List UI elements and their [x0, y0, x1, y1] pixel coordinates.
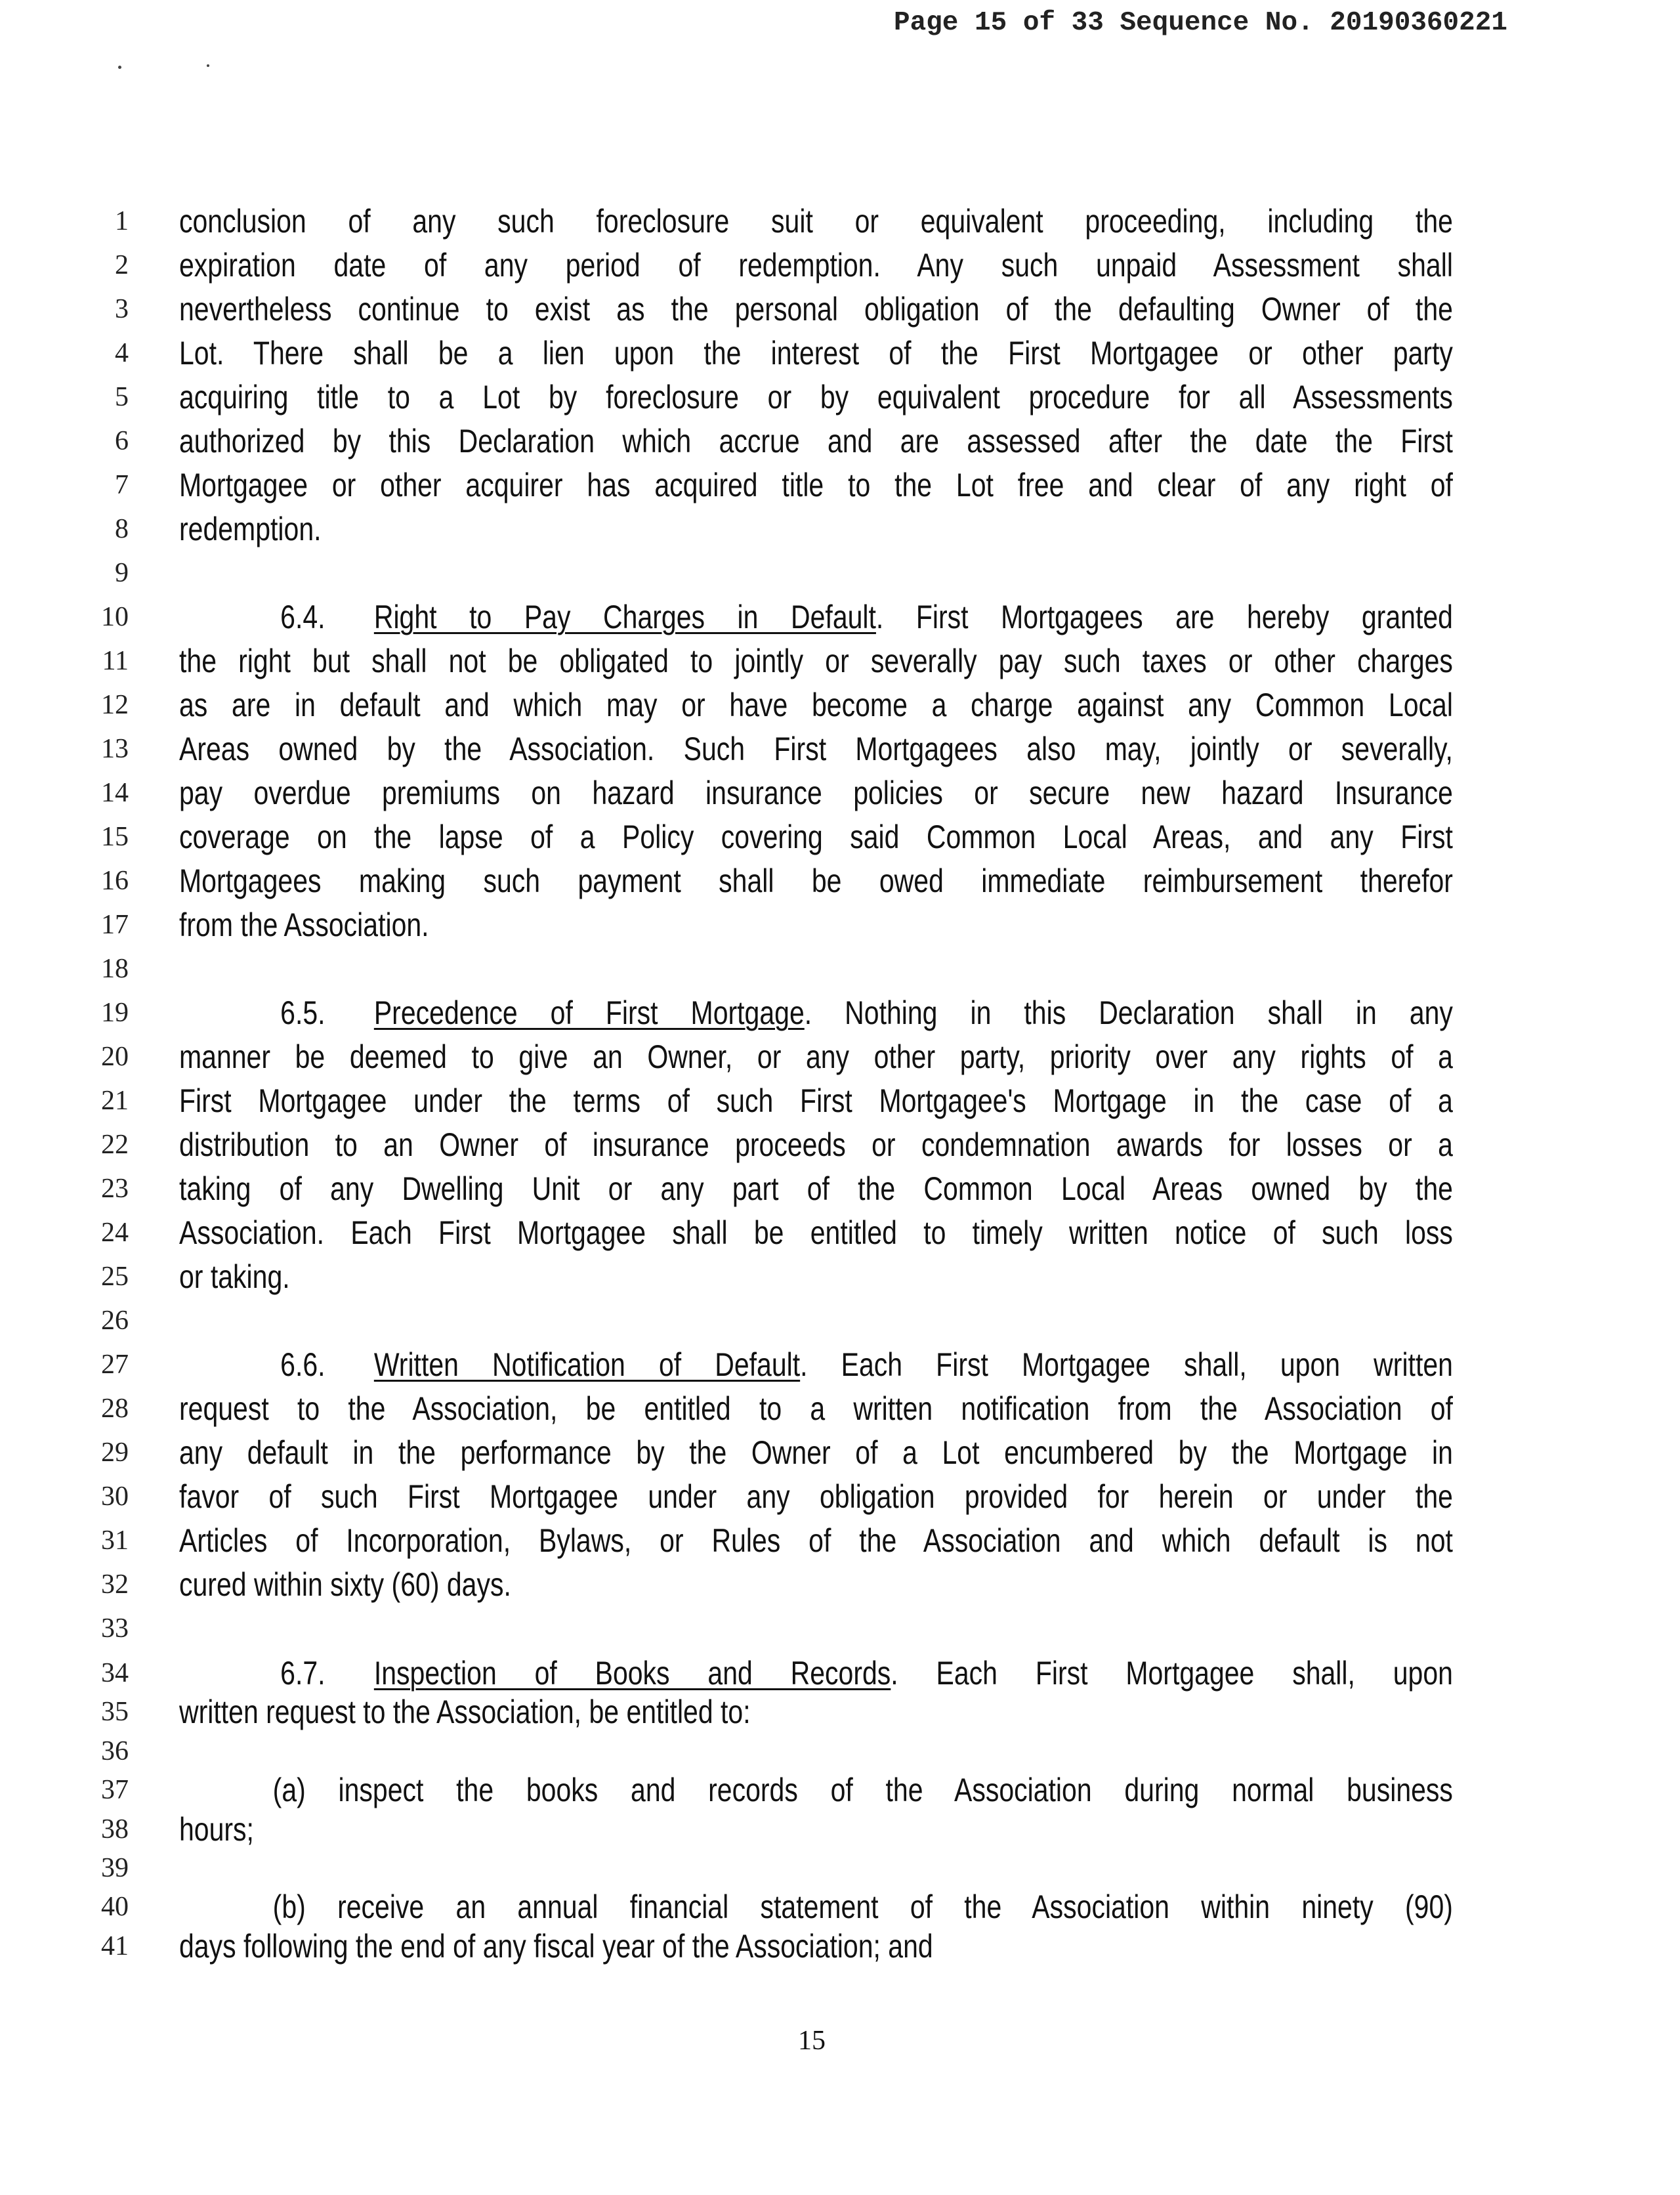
document-line	[0, 1301, 1680, 1340]
line-number: 29	[101, 1438, 129, 1468]
line-number: 28	[101, 1394, 129, 1424]
line-text: or taking.	[179, 1258, 290, 1295]
line-number: 9	[115, 558, 129, 588]
line-text: expiration date of any period of redemption. Any such unpaid Assessment shall	[179, 247, 1453, 284]
document-line	[0, 729, 1680, 769]
line-number: 34	[101, 1658, 129, 1688]
page-header-sequence: Page 15 of 33 Sequence No. 20190360221	[894, 8, 1507, 38]
section-title: Written Notification of Default	[373, 1346, 801, 1383]
line-text: Mortgagees making such payment shall be owed immediate reimbursement therefor	[179, 863, 1453, 899]
line-number: 25	[101, 1262, 129, 1292]
line-number: 20	[101, 1042, 129, 1072]
document-line	[0, 1345, 1680, 1384]
section-heading-line	[179, 1653, 1453, 1693]
document-line	[0, 685, 1680, 725]
line-text: from the Association.	[179, 906, 429, 943]
document-line	[0, 1810, 1680, 1849]
line-text: the right but shall not be obligated to jointly or severally pay such taxes or other charges	[179, 643, 1453, 679]
document-line	[0, 1653, 1680, 1693]
section-heading-line	[179, 597, 1453, 637]
document-line	[0, 773, 1680, 813]
document-line	[0, 1732, 1680, 1771]
line-number: 41	[101, 1930, 129, 1961]
line-text: hours;	[179, 1810, 254, 1848]
line-text: redemption.	[179, 511, 322, 547]
document-line	[0, 1848, 1680, 1888]
section-number: 6.4.	[280, 599, 326, 635]
document-line	[0, 641, 1680, 681]
line-number: 26	[101, 1306, 129, 1336]
document-line	[0, 333, 1680, 373]
document-line	[0, 993, 1680, 1033]
line-text: any default in the performance by the Owner of a Lot encumbered by the Mortgage in	[179, 1434, 1453, 1471]
line-number: 10	[101, 602, 129, 632]
line-text: favor of such First Mortgagee under any obligation provided for herein or under the	[179, 1478, 1453, 1515]
document-line	[0, 1521, 1680, 1560]
document-line	[0, 202, 1680, 241]
line-text: Mortgagee or other acquirer has acquired title to the Lot free and clear of any right of	[179, 467, 1453, 503]
document-line	[0, 905, 1680, 945]
line-text: nevertheless continue to exist as the personal obligation of the defaulting Owner of the	[179, 291, 1453, 328]
document-line	[0, 817, 1680, 857]
line-number: 22	[101, 1130, 129, 1160]
line-number: 13	[101, 734, 129, 764]
document-line	[0, 1169, 1680, 1208]
line-number: 12	[101, 690, 129, 720]
page-number: 15	[798, 2026, 826, 2056]
section-title: Right to Pay Charges in Default	[373, 599, 876, 635]
line-number: 8	[115, 514, 129, 544]
line-text: Lot. There shall be a lien upon the interest of the First Mortgagee or other party	[179, 335, 1453, 372]
line-number: 38	[101, 1814, 129, 1844]
line-text: Association. Each First Mortgagee shall be entitled to timely written notice of such loss	[179, 1214, 1453, 1251]
line-text: . Each First Mortgagee shall, upon written	[800, 1346, 1453, 1383]
line-text: . Each First Mortgagee shall, upon	[891, 1655, 1453, 1692]
document-line	[0, 597, 1680, 637]
document-line	[0, 377, 1680, 417]
line-number: 1	[115, 206, 129, 236]
line-number: 36	[101, 1736, 129, 1766]
line-number: 24	[101, 1218, 129, 1248]
line-text: cured within sixty (60) days.	[179, 1566, 511, 1603]
scan-speck	[207, 64, 209, 67]
line-number: 27	[101, 1350, 129, 1380]
section-title: Inspection of Books and Records	[373, 1655, 891, 1692]
line-number: 17	[101, 910, 129, 940]
line-number: 19	[101, 998, 129, 1028]
line-number: 35	[101, 1697, 129, 1728]
document-line	[0, 1609, 1680, 1648]
document-line	[0, 1887, 1680, 1927]
document-line	[0, 289, 1680, 329]
line-number: 21	[101, 1086, 129, 1116]
line-number: 5	[115, 382, 129, 412]
line-number: 39	[101, 1853, 129, 1883]
line-text: taking of any Dwelling Unit or any part of the Common Local Areas owned by the	[179, 1170, 1453, 1207]
document-line	[0, 465, 1680, 505]
document-line	[0, 245, 1680, 285]
line-text: pay overdue premiums on hazard insurance policies or secure new hazard Insurance	[179, 775, 1453, 811]
line-text: (b) receive an annual financial statement of the Association within ninety (90)	[272, 1888, 1453, 1926]
line-text: manner be deemed to give an Owner, or any other party, priority over any rights of a	[179, 1038, 1453, 1075]
line-text: . Nothing in this Declaration shall in any	[804, 994, 1453, 1031]
document-line	[0, 1692, 1680, 1732]
line-text: coverage on the lapse of a Policy covering said Common Local Areas, and any First	[179, 819, 1453, 855]
document-line	[0, 1770, 1680, 1810]
line-text: acquiring title to a Lot by foreclosure or by equivalent procedure for all Assessments	[179, 379, 1453, 416]
document-line	[0, 421, 1680, 461]
document-line	[0, 553, 1680, 593]
line-text: Articles of Incorporation, Bylaws, or Rules of the Association and which default is not	[179, 1522, 1453, 1559]
line-text: Areas owned by the Association. Such First Mortgagees also may, jointly or severally,	[179, 731, 1453, 767]
line-text: request to the Association, be entitled to a written notification from the Association of	[179, 1390, 1453, 1427]
line-text: written request to the Association, be entitled to:	[179, 1694, 751, 1731]
line-number: 7	[115, 470, 129, 500]
document-line	[0, 1389, 1680, 1428]
document-line	[0, 1125, 1680, 1164]
line-number: 2	[115, 250, 129, 280]
section-heading-line	[179, 1345, 1453, 1384]
line-number: 4	[115, 338, 129, 368]
line-number: 16	[101, 866, 129, 896]
document-line	[0, 1213, 1680, 1252]
document-line	[0, 509, 1680, 549]
line-text: (a) inspect the books and records of the Association during normal business	[272, 1772, 1453, 1809]
line-text: as are in default and which may or have become a charge against any Common Local	[179, 687, 1453, 723]
line-number: 6	[115, 426, 129, 456]
document-line	[0, 1081, 1680, 1120]
line-number: 18	[101, 954, 129, 984]
line-number: 37	[101, 1775, 129, 1806]
line-text: distribution to an Owner of insurance proceeds or condemnation awards for losses or a	[179, 1126, 1453, 1163]
document-line	[0, 1477, 1680, 1516]
document-line	[0, 1927, 1680, 1966]
document-line	[0, 1037, 1680, 1076]
line-number: 23	[101, 1174, 129, 1204]
section-number: 6.6.	[280, 1346, 326, 1383]
document-line	[0, 1257, 1680, 1296]
line-number: 14	[101, 778, 129, 808]
line-number: 33	[101, 1613, 129, 1644]
line-number: 30	[101, 1481, 129, 1512]
document-line	[0, 1433, 1680, 1472]
line-number: 15	[101, 822, 129, 852]
line-number: 40	[101, 1892, 129, 1923]
document-line	[0, 1565, 1680, 1604]
line-text: . First Mortgagees are hereby granted	[875, 599, 1453, 635]
section-number: 6.5.	[280, 994, 326, 1031]
line-number: 3	[115, 294, 129, 324]
line-number: 11	[102, 646, 129, 676]
line-text: conclusion of any such foreclosure suit or equivalent proceeding, including the	[179, 203, 1453, 240]
line-text: First Mortgagee under the terms of such First Mortgagee's Mortgage in the case of a	[179, 1082, 1453, 1119]
section-title: Precedence of First Mortgage	[373, 994, 805, 1031]
document-line	[0, 949, 1680, 989]
section-heading-line	[179, 993, 1453, 1033]
line-text: days following the end of any fiscal year of the Association; and	[179, 1927, 933, 1965]
document-line	[0, 861, 1680, 901]
line-text: authorized by this Declaration which accrue and are assessed after the date the First	[179, 423, 1453, 459]
line-number: 32	[101, 1569, 129, 1600]
line-number: 31	[101, 1525, 129, 1556]
section-number: 6.7.	[280, 1655, 326, 1692]
scan-speck	[118, 66, 121, 69]
